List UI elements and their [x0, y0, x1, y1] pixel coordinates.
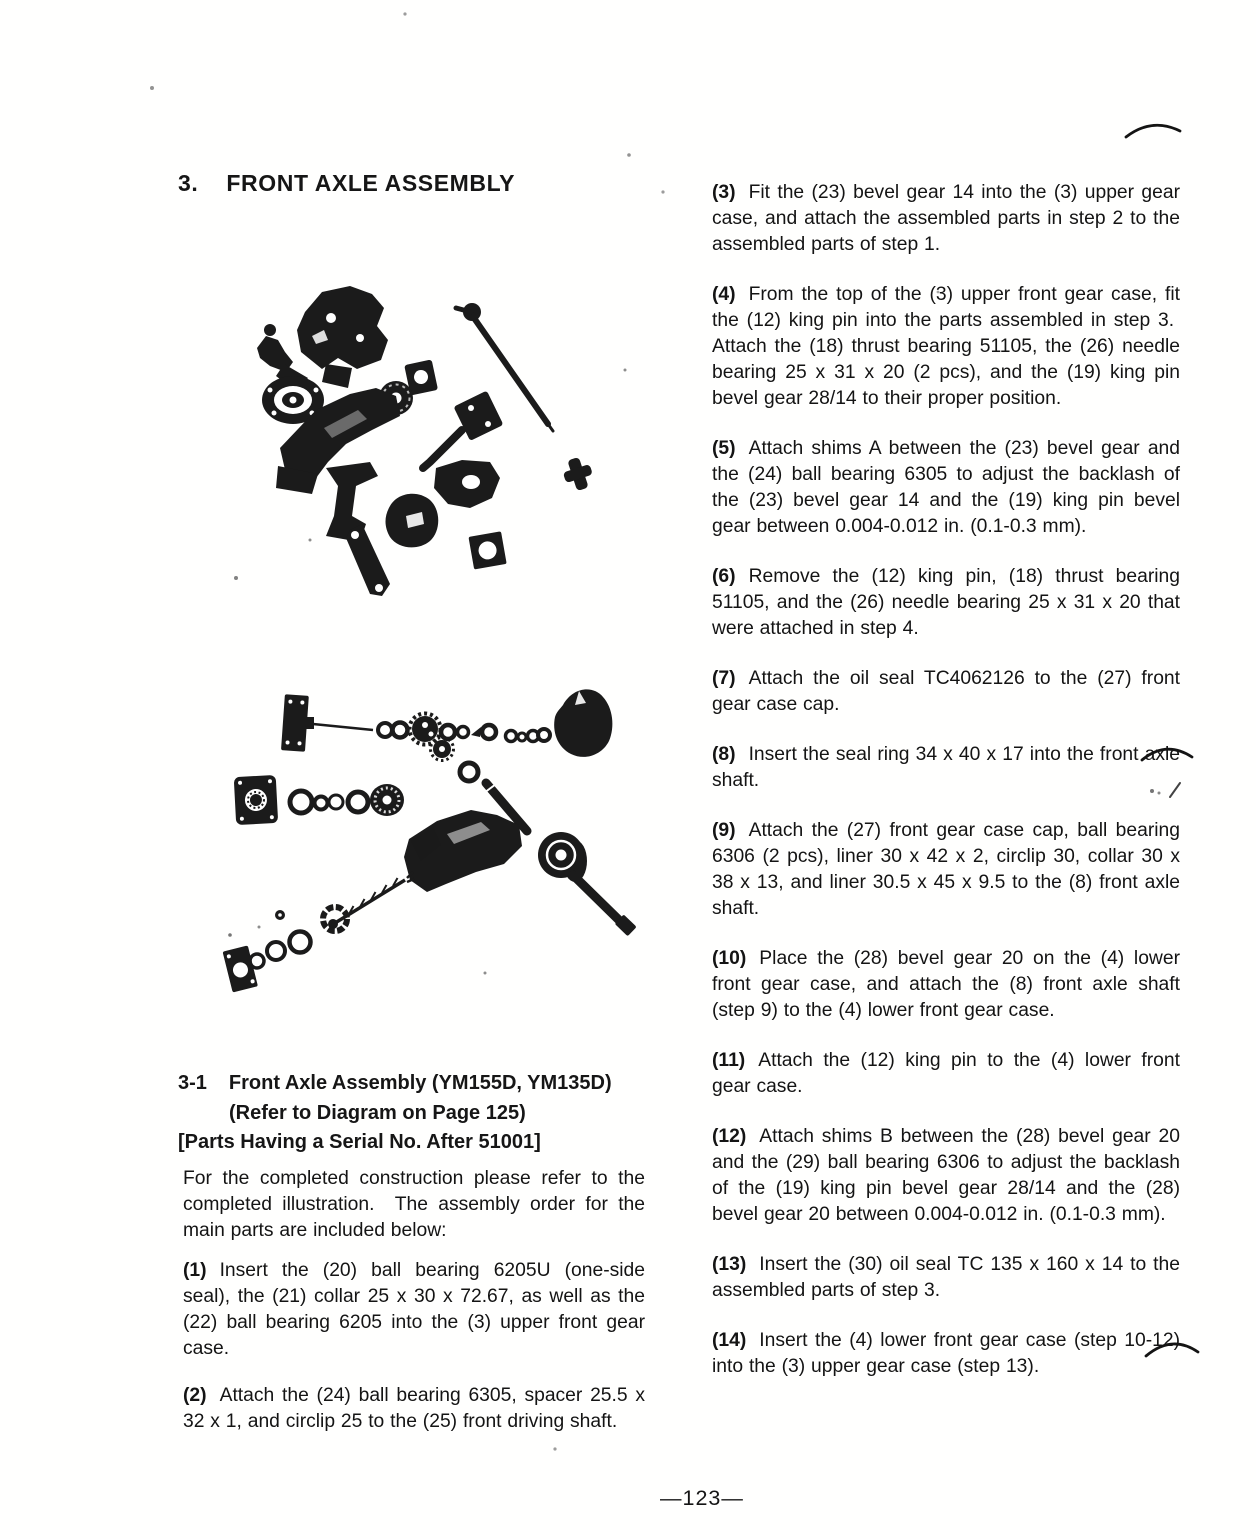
step-14-number: (14) — [712, 1330, 747, 1351]
bearing-row-shape — [290, 784, 404, 816]
subsection-heading — [178, 1069, 664, 1158]
small-fitting-shape — [560, 454, 597, 493]
bracket-plate-shape — [281, 694, 373, 752]
step-5-number: (5) — [712, 438, 736, 459]
step-10 — [712, 946, 1180, 1024]
step-3-number: (3) — [712, 182, 736, 203]
subsection-subtitle: (Refer to Diagram on Page 125) — [229, 1101, 526, 1124]
step-1-text: Insert the (20) ball bearing 6205U (one-side seal), the (21) collar 25 x 30 x 72.67, as well as the (22) ball bearing 6205 into the (3) upper front gear case. — [183, 1260, 645, 1359]
step-12 — [712, 1124, 1180, 1228]
arrow-mark-shape — [471, 727, 481, 737]
step-13 — [712, 1252, 1180, 1304]
case-cap-plate-shape — [234, 775, 278, 825]
section-title: FRONT AXLE ASSEMBLY — [226, 170, 516, 196]
step-7-number: (7) — [712, 668, 736, 689]
end-plate-shape — [223, 945, 258, 992]
step-11-text: Attach the (12) king pin to the (4) lower front gear case. — [712, 1050, 1180, 1097]
step-12-number: (12) — [712, 1126, 747, 1147]
step-6 — [712, 564, 1180, 642]
scan-arc-top — [1126, 125, 1180, 137]
step-2 — [183, 1383, 645, 1435]
step-4 — [712, 282, 1180, 412]
ring-shape — [460, 763, 478, 781]
figure-exploded-parts-photo — [183, 673, 683, 1043]
step-5 — [712, 436, 1180, 540]
page-number: —123— — [660, 1486, 744, 1510]
step-9-text: Attach the (27) front gear case cap, ball bearing 6306 (2 pcs), liner 30 x 42 x 2, circlip 30, collar 30 x 38 x 13, and liner 30.5 x 45 x 9.5 to the (8) front axle shaft. — [712, 820, 1180, 919]
threaded-rod-shape — [328, 872, 414, 929]
step-2-text: Attach the (24) ball bearing 6305, spacer 25.5 x 32 x 1, and circlip 25 to the (25) front driving shaft. — [183, 1385, 645, 1432]
step-6-text: Remove the (12) king pin, (18) thrust bearing 51105, and the (26) needle bearing 25 x 31 x 20 that were attached in step 4. — [712, 566, 1180, 639]
subsection-number: 3-1 — [178, 1072, 207, 1094]
knuckle-shape — [386, 494, 439, 548]
bracket-shape — [423, 391, 503, 468]
step-9 — [712, 818, 1180, 922]
support-casting-shape — [434, 460, 500, 508]
step-10-text: Place the (28) bevel gear 20 on the (4) lower front gear case, and attach the (8) front axle shaft (step 9) to the (4) lower front gear case. — [712, 948, 1180, 1021]
step-12-text: Attach shims B between the (28) bevel gear 20 and the (29) ball bearing 6306 to adjust the backlash of the (19) king pin bevel gear 28/14 and the (28) bevel gear 20 between 0.004-0.012 in. (0.1-0.3 mm). — [712, 1126, 1180, 1225]
step-1 — [183, 1258, 645, 1362]
seal-ring-trail-shape — [250, 907, 347, 968]
step-9-number: (9) — [712, 820, 736, 841]
page-title — [178, 170, 515, 197]
step-10-number: (10) — [712, 948, 747, 969]
square-plate-shape — [468, 531, 506, 569]
step-1-number: (1) — [183, 1260, 207, 1281]
step-8-number: (8) — [712, 744, 736, 765]
step-8 — [712, 742, 1180, 794]
step-14 — [712, 1328, 1180, 1380]
step-4-number: (4) — [712, 284, 736, 305]
step-4-text: From the top of the (3) upper front gear case, fit the (12) king pin into the parts assembled in step 3. Attach the (18) thrust bearing 51105, the (26) needle bearing 25 x 31 x 20 (2 pcs), and the (19) king pin bevel gear 28/14 to their proper position. — [712, 284, 1180, 409]
hub-and-shaft-shape — [538, 832, 637, 936]
subsection-serial-note: [Parts Having a Serial No. After 51001] — [178, 1131, 541, 1153]
lever-link-shape — [346, 524, 390, 596]
lower-gear-case-shape — [404, 810, 522, 892]
step-3-text: Fit the (23) bevel gear 14 into the (3) upper gear case, and attach the assembled parts in step 2 to the assembled parts of step 1. — [712, 182, 1180, 255]
step-11 — [712, 1048, 1180, 1100]
step-13-number: (13) — [712, 1254, 747, 1275]
step-11-number: (11) — [712, 1050, 746, 1071]
steps-right-column — [712, 180, 1180, 1404]
knuckle-blob-shape — [554, 689, 612, 756]
step-5-text: Attach shims A between the (23) bevel gear and the (24) ball bearing 6305 to adjust the backlash of the (23) bevel gear 14 and the (19) king pin bevel gear between 0.004-0.012 in. (0.1-0.3 mm). — [712, 438, 1180, 537]
step-7 — [712, 666, 1180, 718]
step-7-text: Attach the oil seal TC4062126 to the (27) front gear case cap. — [712, 668, 1180, 715]
step-6-number: (6) — [712, 566, 736, 587]
intro-paragraph: For the completed construction please refer to the completed illustration. The assembly order for the main parts are included below: — [183, 1168, 645, 1241]
step-3 — [712, 180, 1180, 258]
subsection-title: Front Axle Assembly (YM155D, YM135D) — [228, 1072, 612, 1094]
figure-disassembled-parts-photo — [200, 278, 660, 638]
step-13-text: Insert the (30) oil seal TC 135 x 160 x 14 to the assembled parts of step 3. — [712, 1254, 1180, 1301]
step-8-text: Insert the seal ring 34 x 40 x 17 into the front axle shaft. — [712, 744, 1180, 791]
gear-case-cluster-shape — [297, 286, 388, 388]
section-number: 3. — [178, 170, 199, 196]
step-14-text: Insert the (4) lower front gear case (step 10-12) into the (3) upper gear case (step 13). — [712, 1330, 1180, 1377]
steps-left-column — [183, 1258, 645, 1456]
washer-row-shape — [378, 723, 550, 742]
step-2-number: (2) — [183, 1385, 207, 1406]
